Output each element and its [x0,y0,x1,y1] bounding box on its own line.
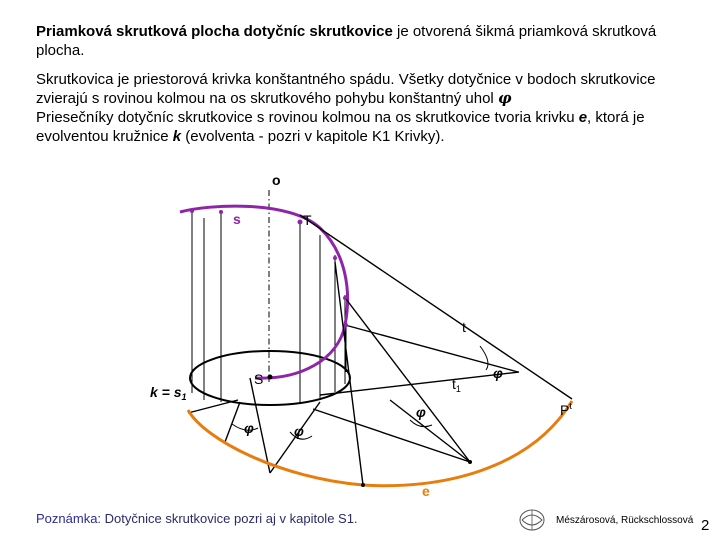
label-phi: φ [493,365,503,381]
label-phi: φ [244,420,254,436]
label-k-main: k = s [150,384,182,400]
label-Pt-main: P [560,402,570,418]
label-t1-sub: 1 [455,384,461,394]
para-line2a: Priesečníky dotyčníc skrutkovice s rovinou kolmou na os skrutkovice tvoria krivku [36,109,579,126]
label-Pt [560,401,572,418]
authors: Mészárosová, Rückschlossová [556,515,694,526]
tangent-lines [188,215,572,485]
label-phi: φ [416,404,426,420]
label-k-sub: 1 [181,392,187,402]
intro-bold: Priamková skrutková plocha dotyčníc skrutkovice [36,23,393,40]
intro-rest: je otvorená šikmá priamková skrutková plocha. [36,23,657,59]
phi-symbol: φ [497,89,512,107]
label-Pt-sup: t [569,401,572,411]
logo-icon [517,508,547,532]
helix-s [180,206,348,378]
angle-arc [480,346,488,370]
label-e: e [422,483,430,499]
para-line1: Skrutkovica je priestorová krivka konštantného spádu. Všetky dotyčnice v bodoch skrutkovice zvierajú s rovinou kolmou na os skrutkového pohybu konštantný uhol [36,71,656,107]
evolvent-e [188,401,572,486]
label-o: o [272,172,281,188]
curve-e: e [578,109,588,126]
label-T: T [303,212,312,228]
footnote [36,511,358,526]
label-t1-main: t [452,376,456,392]
label-k [150,384,187,402]
para-line2c: (evolventa - pozri v kapitole K1 Krivky). [181,128,445,145]
label-S: S [254,371,264,387]
footnote-prefix: Poznámka: [36,511,102,526]
label-phi: φ [294,423,304,439]
para-line2b: , ktorá je evolventou kružnice [36,109,645,145]
label-t: t [462,319,466,335]
circle-k: k [172,128,182,145]
page-number: 2 [701,517,710,534]
label-s: s [233,211,241,227]
footnote-text: Dotyčnice skrutkovice pozri aj v kapitole S1. [101,511,358,526]
